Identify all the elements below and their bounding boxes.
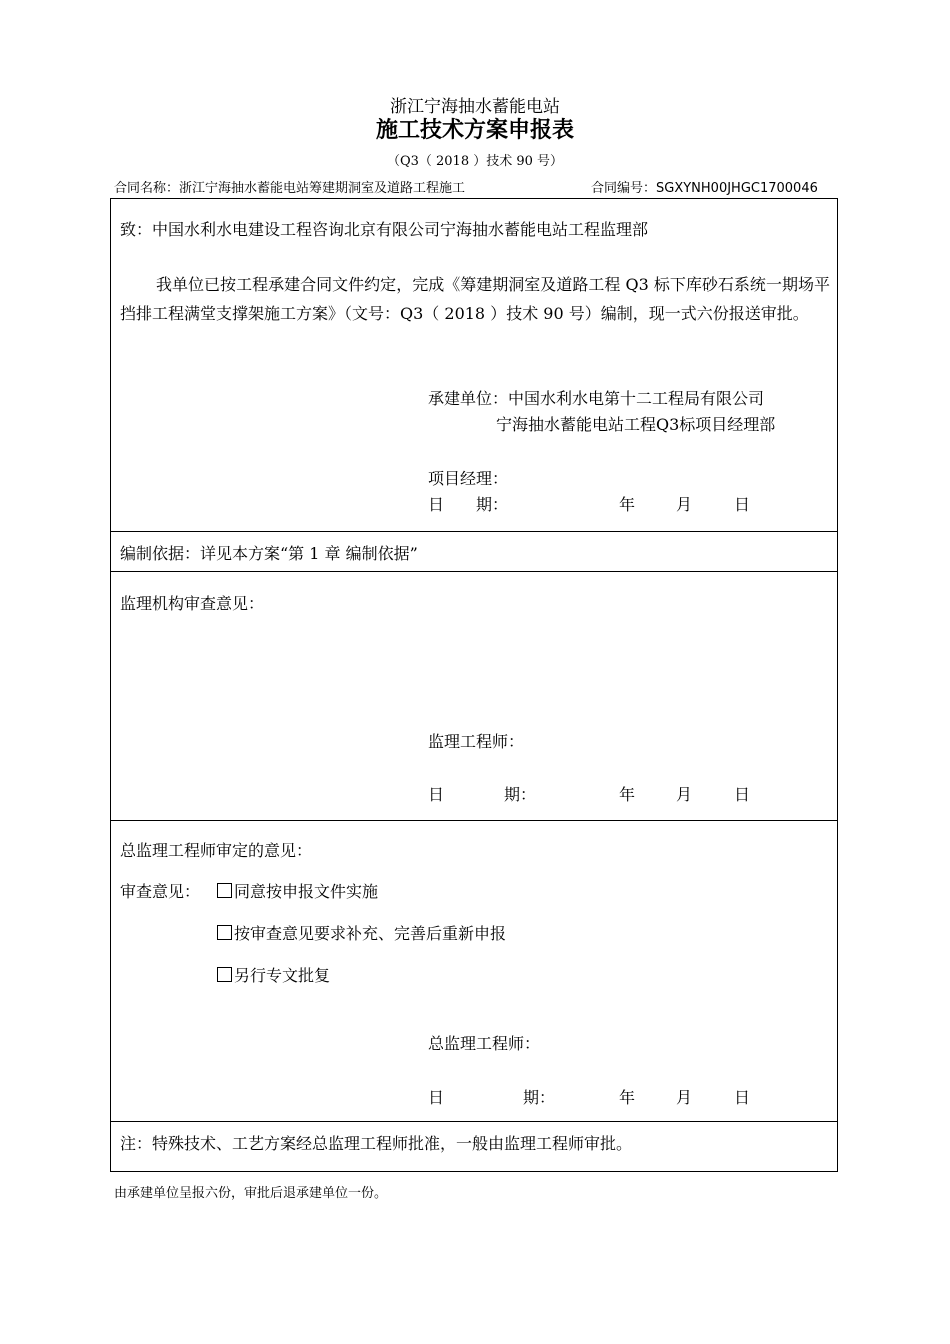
row-divider (111, 531, 837, 532)
date-label: 日 期： (428, 495, 509, 514)
date-label-period-char: 期： (504, 785, 537, 804)
contractor-unit: 承建单位：中国水利水电第十二工程局有限公司 (428, 389, 765, 408)
approval-note: 注：特殊技术、工艺方案经总监理工程师批准，一般由监理工程师审批。 (120, 1134, 633, 1153)
option-revise[interactable] (217, 921, 506, 944)
day-label: 日 (734, 495, 751, 514)
checkbox-approve[interactable] (217, 883, 232, 898)
year-label: 年 (619, 1088, 636, 1107)
document-number: （Q3（ 2018 ）技术 90 号） (386, 154, 564, 169)
review-options-label: 审查意见： (120, 882, 201, 901)
option-separate-reply[interactable] (217, 963, 330, 986)
compilation-basis: 编制依据：详见本方案“第 1 章 编制依据” (120, 544, 418, 563)
day-label: 日 (734, 785, 751, 804)
date-label-period-char: 期： (523, 1088, 556, 1107)
submission-paragraph: 我单位已按工程承建合同文件约定，完成《筹建期洞室及道路工程 Q3 标下库砂石系统一期场平挡排工程满堂支撑架施工方案》（文号：Q3（ 2018 ）技术 90 号）编制，现一式六份报送审批。 (120, 275, 830, 323)
date-label-day-char: 日 (428, 1088, 445, 1107)
project-manager-label: 项目经理： (428, 469, 509, 488)
checkbox-revise[interactable] (217, 925, 232, 940)
org-title: 浙江宁海抽水蓄能电站 (390, 97, 560, 117)
contract-name: 合同名称：浙江宁海抽水蓄能电站筹建期洞室及道路工程施工 (114, 181, 466, 196)
option-separate-reply-label: 另行专文批复 (234, 966, 331, 985)
supervision-review-title: 监理机构审查意见： (120, 594, 265, 613)
contractor-department: 宁海抽水蓄能电站工程Q3标项目经理部 (496, 415, 776, 434)
day-label: 日 (734, 1088, 751, 1107)
form-title: 施工技术方案申报表 (375, 118, 574, 143)
chief-review-title: 总监理工程师审定的意见： (120, 841, 313, 860)
year-label: 年 (619, 785, 636, 804)
month-label: 月 (676, 495, 693, 514)
option-revise-label: 按审查意见要求补充、完善后重新申报 (234, 924, 507, 943)
month-label: 月 (676, 1088, 693, 1107)
row-divider (111, 820, 837, 821)
footer-note: 由承建单位呈报六份，审批后退承建单位一份。 (114, 1186, 388, 1201)
row-divider (111, 1121, 837, 1122)
contract-number: 合同编号：SGXYNH00JHGC1700046 (591, 181, 818, 196)
option-approve-label: 同意按申报文件实施 (234, 882, 379, 901)
checkbox-separate-reply[interactable] (217, 967, 232, 982)
date-label-day-char: 日 (428, 785, 445, 804)
supervision-engineer-label: 监理工程师： (428, 732, 525, 751)
month-label: 月 (676, 785, 693, 804)
year-label: 年 (619, 495, 636, 514)
addressee-line: 致：中国水利水电建设工程咨询北京有限公司宁海抽水蓄能电站工程监理部 (120, 220, 649, 239)
option-approve[interactable] (217, 879, 378, 902)
row-divider (111, 571, 837, 572)
chief-engineer-label: 总监理工程师： (428, 1034, 541, 1053)
form-table (110, 198, 838, 1172)
